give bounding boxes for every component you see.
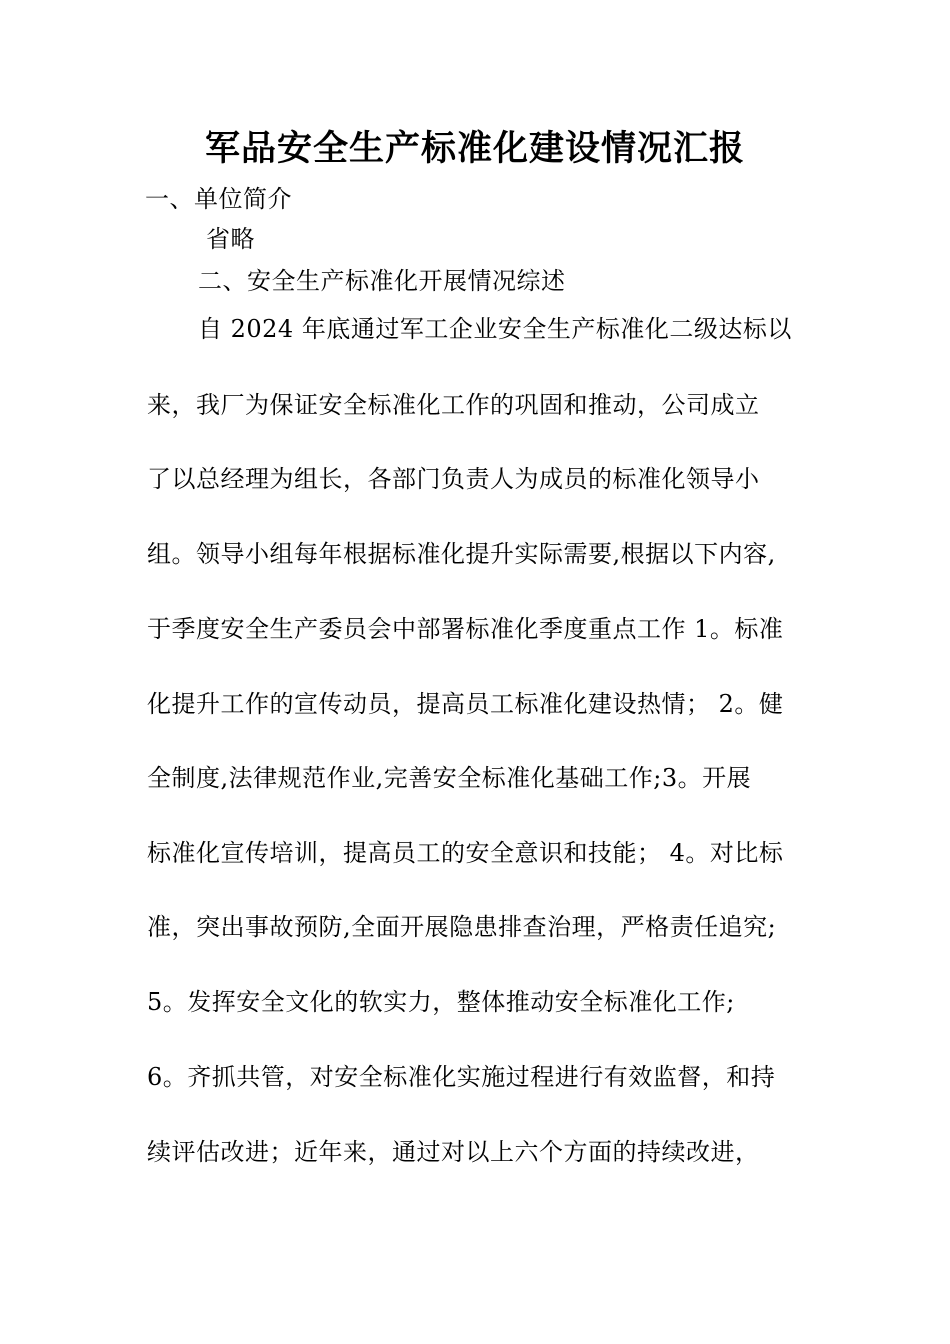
paragraph-line: 来，我厂为保证安全标准化工作的巩固和推动，公司成立 <box>147 391 760 419</box>
paragraph-line: 全制度,法律规范作业,完善安全标准化基础工作;3。开展 <box>147 764 752 792</box>
section-heading-overview: 二、安全生产标准化开展情况综述 <box>198 267 566 295</box>
document-title: 军品安全生产标准化建设情况汇报 <box>204 128 745 169</box>
paragraph-line: 组。领导小组每年根据标准化提升实际需要,根据以下内容, <box>147 540 776 568</box>
paragraph-line: 自 2024 年底通过军工企业安全生产标准化二级达标以 <box>198 315 792 343</box>
paragraph-line: 化提升工作的宣传动员，提高员工标准化建设热情； 2。健 <box>147 690 784 718</box>
paragraph-line: 续评估改进；近年来，通过对以上六个方面的持续改进， <box>147 1138 760 1166</box>
section-heading-unit-intro: 一、单位简介 <box>145 185 292 213</box>
paragraph-line: 于季度安全生产委员会中部署标准化季度重点工作 1。标准 <box>147 615 784 643</box>
paragraph-line: 6。齐抓共管，对安全标准化实施过程进行有效监督，和持 <box>147 1063 776 1091</box>
paragraph-line: 标准化宣传培训，提高员工的安全意识和技能； 4。对比标 <box>147 839 784 867</box>
paragraph-line: 了以总经理为组长，各部门负责人为成员的标准化领导小 <box>147 465 760 493</box>
paragraph-line: 准，突出事故预防,全面开展隐患排查治理，严格责任追究; <box>147 913 777 941</box>
paragraph-line: 5。发挥安全文化的软实力，整体推动安全标准化工作; <box>147 988 735 1016</box>
section-body-omitted: 省略 <box>206 225 255 253</box>
